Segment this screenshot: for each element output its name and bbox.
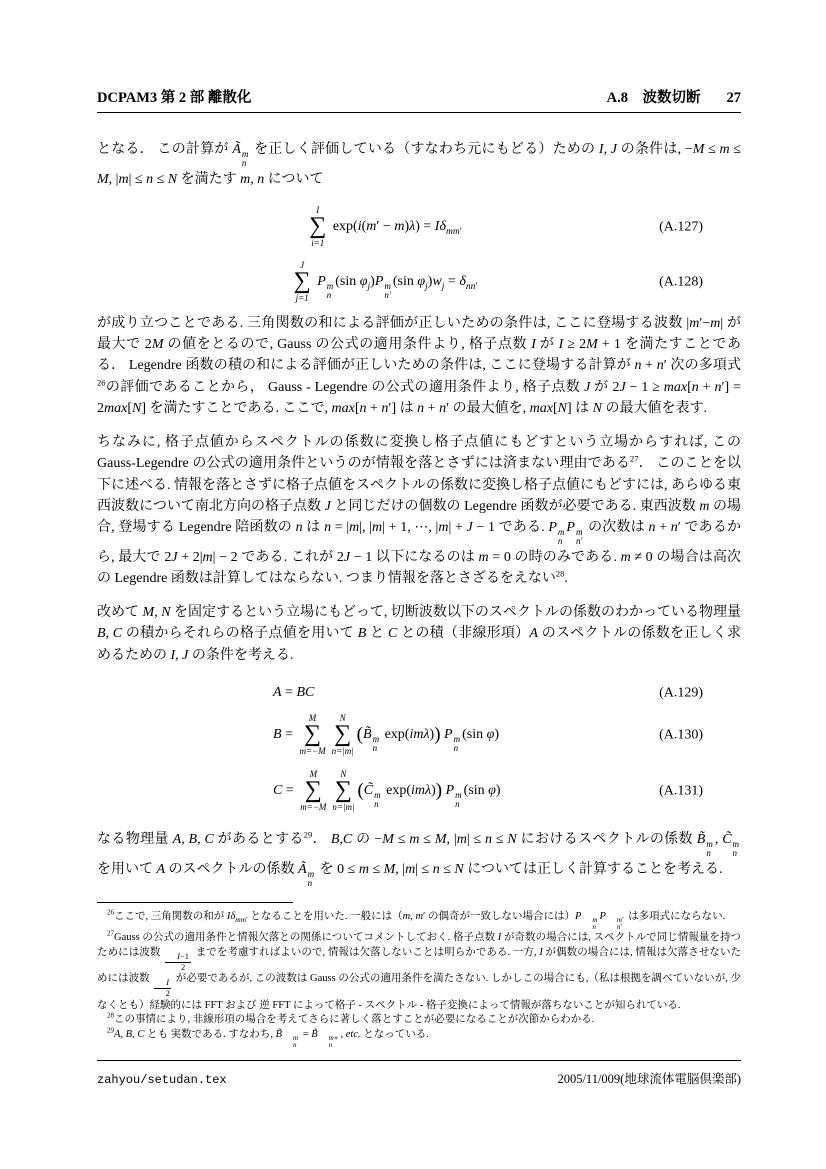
equation-a128-content: J ∑ j=1 P m n (sin $\varphi_j)P$ m n′ (sin $\varphi_j)w_j = \delta_{nn'}$	[293, 259, 478, 303]
page-body	[97, 139, 741, 1050]
header-section-title: A.8 波数切断	[606, 90, 701, 106]
equation-a130-content: B = M ∑ m=−M N ∑ n=|m| (B̃ m n exp(imλ)) P m n (sin φ)	[273, 713, 500, 757]
equation-a129	[97, 679, 741, 707]
footnote-rule	[97, 902, 293, 903]
footnote-26: $^{26}$ここで, 三角関数の和が $I\delta_{mm'}$ となることを用いた. 一般には（m, m′ の偶奇が一致しない場合には）P m n P m′ n′ は多項式にならない.	[107, 908, 726, 931]
header-left-title: DCPAM3 第 2 部 離散化	[97, 90, 252, 106]
footnote-28: $^{28}$この事情により, 非線形項の場合を考えてさらに著しく落とすことが必要になることが次節からわかる.	[107, 1011, 595, 1026]
equation-a127-tag: (A.127)	[659, 218, 703, 234]
equation-a129-tag: (A.129)	[659, 685, 703, 701]
equation-a130-tag: (A.130)	[659, 727, 703, 743]
equation-a127	[97, 203, 741, 250]
paragraph-gauss-conditions: が成り立つことである. 三角関数の和による評価が正しいための条件は, ここに登場する波数 |m′−m| が最大で 2M の値をとるので, Gauss の公式の適用条件より, 格子点数 I が I ≥ 2M + 1 を満たすことである． Legendre 函数の積の和による評価が正しいための条件は, ここに登場する計算が n + n′ 次の多項式$^{26}$の評価であることから， Gauss - Legendre の公式の適用条件より, 格子点数 J が 2J − 1 ≥ max[n + n′] = 2max[N] を満たすことである. ここで, max[n + n′] は n + n′ の最大値を, max[N] は N の最大値を表す.	[97, 316, 741, 416]
header-page-number: 27	[726, 90, 741, 106]
paragraph-spectral-coefficients: なる物理量 A, B, C があるとする$^{29}$． B,C の −M ≤ m ≤ M, |m| ≤ n ≤ N におけるスペクトルの係数 B̃ m n , C̃ m n を用いて A のスペクトルの係数 Ã m n を 0 ≤ m ≤ M, |m| ≤ n ≤ N については正しく計算することを考える.	[97, 829, 740, 889]
footer-date-credit: 2005/11/009(地球流体電脳倶楽部)	[557, 1072, 741, 1086]
equation-array	[97, 679, 741, 819]
equation-a127-content: I ∑ i=1 $\exp(i(m' - m)\lambda) = I\delta_{mm'}$	[309, 204, 462, 248]
equation-a130	[97, 707, 741, 763]
equation-a131	[97, 763, 741, 819]
footer-file-path: zahyou/setudan.tex	[97, 1073, 227, 1087]
footnote-27: $^{27}$Gauss の公式の適用条件と情報欠落との関係についてコメントしておく. 格子点数 I が奇数の場合には, スペクトルで同じ情報量を持つためには波数 $\frac{I-1}{2}$ までを考慮すればよいので, 情報は欠落しないことは明らかである. 一方, I が偶数の場合には, 情報は欠落させないためには波数 $\frac{I}{2}$ が必要であるが, この波数は Gauss の公式の適用条件を満たさない. しかしこの場合にも,（私は根拠を調べていないが, 少なくとも）経験的には FFT および 逆 FFT によって格子 - スペクトル - 格子変換によって情報が落ちないことが知られている.	[97, 929, 742, 1011]
equation-a131-tag: (A.131)	[659, 783, 703, 799]
page-footer	[97, 1060, 741, 1087]
equation-a128	[97, 258, 741, 305]
header-right	[607, 86, 741, 107]
equation-a129-content: A = BC	[273, 685, 315, 701]
equation-a131-content: C = M ∑ m=−M N ∑ n=|m| (C̃ m n exp(imλ)) P m n (sin φ)	[273, 769, 501, 813]
paragraph-information-loss: ちなみに, 格子点値からスペクトルの係数に変換し格子点値にもどすという立場からすれば, この Gauss-Legendre の公式の適用条件というのが情報を落とさずには済まない理由である$^{27}$． このことを以下に述べる. 情報を落とさずに格子点値をスペクトルの係数に変換し格子点値にもどすには, あらゆる東西波数について南北方向の格子点数 J と同じだけの個数の Legendre 函数が必要である. 東西波数 m の場合, 登場する Legendre 陪函数の n は n = |m|, |m| + 1, ⋯, |m| + J − 1 である. P m n P m n′ の次数は n + n′ であるから, 最大で 2J + 2|m| − 2 である. これが 2J − 1 以下になるのは m = 0 の時のみである. m ≠ 0 の場合は高次の Legendre 函数は計算してはならない. つまり情報を落とさざるをえない$^{28}$.	[97, 435, 742, 586]
page-header	[97, 86, 741, 113]
paragraph-nonlinear-setup: 改めて M, N を固定するという立場にもどって, 切断波数以下のスペクトルの係数のわかっている物理量 B, C の積からそれらの格子点値を用いて B と C との積（非線形項）A のスペクトルの係数を正しく求めるための I, J の条件を考える.	[97, 605, 742, 663]
equation-a128-tag: (A.128)	[659, 273, 703, 289]
footnote-29: $^{29}$A, B, C とも 実数である. すなわち, B̃ m n = B̃ m∗ n , etc. となっている.	[107, 1026, 429, 1050]
paragraph-intro: となる． この計算が Ã m n を正しく評価している（すなわち元にもどる）ための I, J の条件は, −M ≤ m ≤ M, |m| ≤ n ≤ N を満たす m, n について	[97, 142, 741, 187]
